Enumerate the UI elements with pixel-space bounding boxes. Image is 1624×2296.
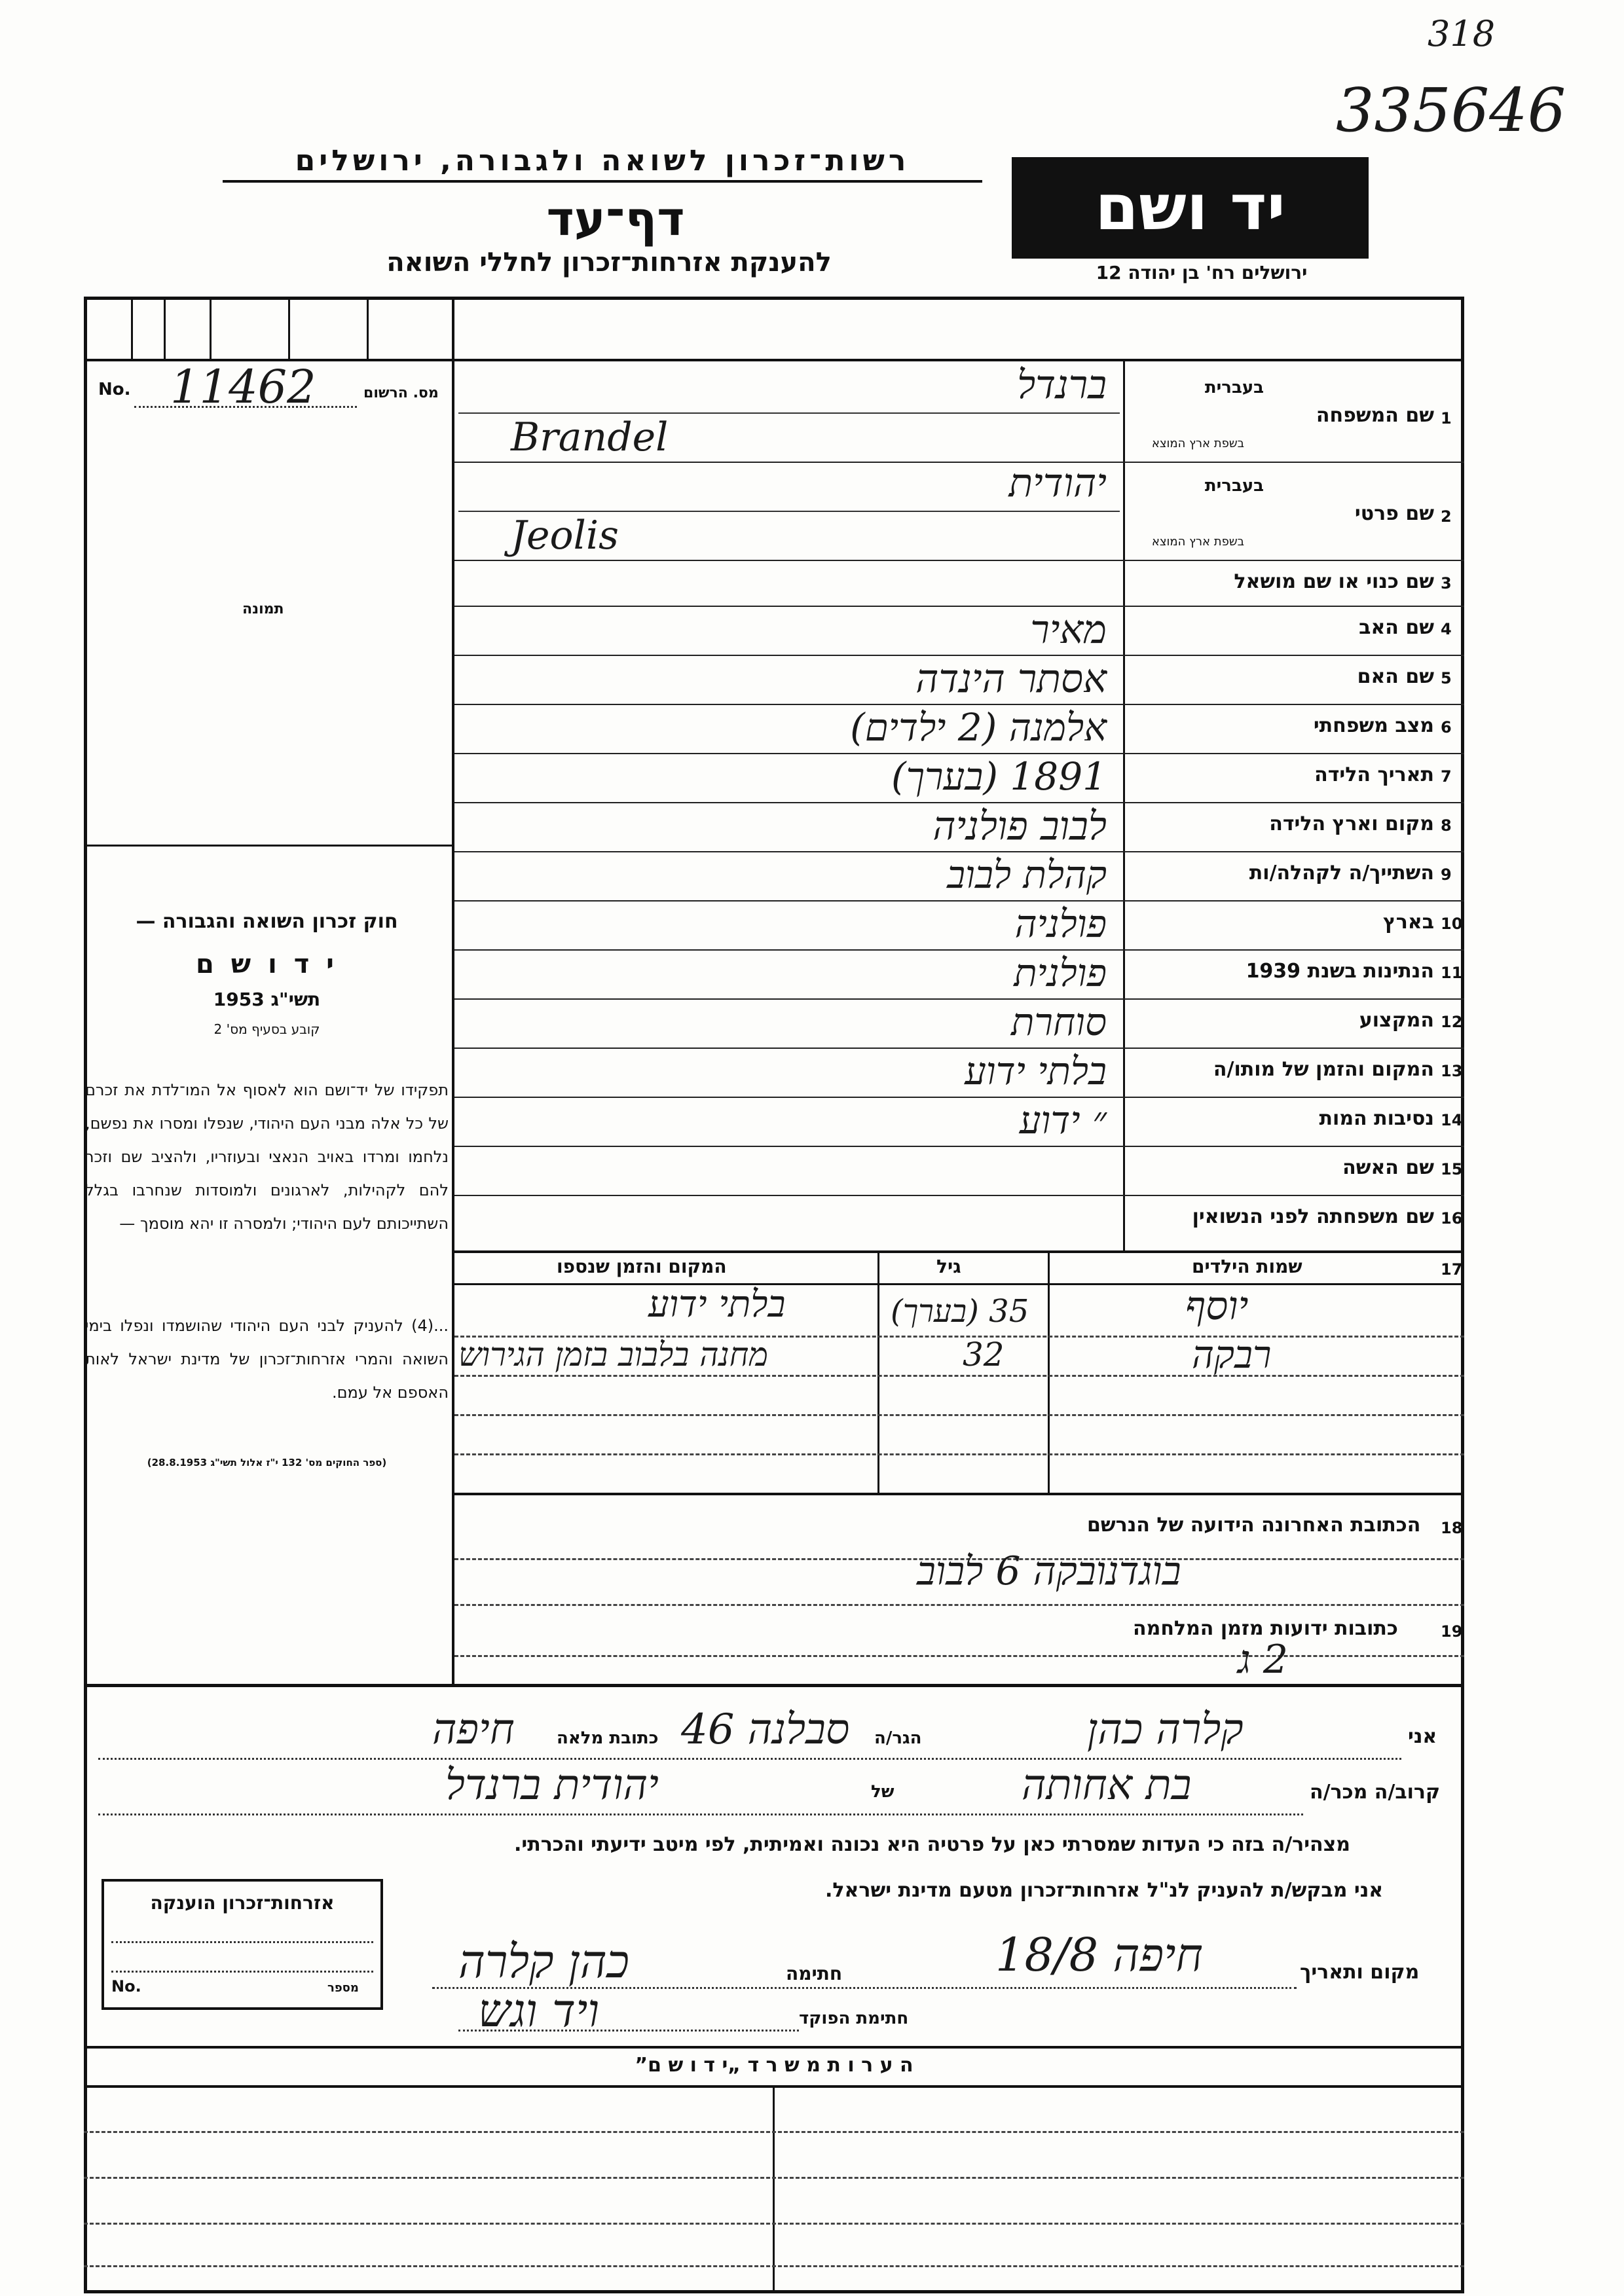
field-5-value: אסתר הינדה [915,656,1107,702]
child-1-name: יוסף [1185,1283,1249,1329]
field-row-divider [454,949,1464,951]
law-year: תשי"ג 1953 [213,989,321,1010]
child-2-place: מחנה בלבוב בזמן הגירוש [458,1336,769,1374]
field-9-value: קהלת לבוב [947,852,1107,897]
field-4-label: שם האב [1359,616,1434,639]
full-address-label: כתובת מלאה [557,1728,659,1748]
field-8-label: מקום וארץ הלידה [1269,812,1434,835]
field-7-label: תאריך הלידה [1314,763,1434,786]
declarant-name: קלרה כהן [1087,1705,1244,1754]
yad-vashem-logo: יד ושם [1012,157,1369,259]
field-row-divider [454,462,1464,463]
field-row-divider [454,1146,1464,1147]
request-text: אני מבקש/ת להעניק לנ"ל אזרחות־זכרון מטעם מדינת ישראל. [825,1879,1384,1902]
field-8-number: 8 [1441,816,1452,835]
photo-placeholder-label: תמונה [242,601,284,617]
declaration-text: מצהיר/ה בזה כי העדות שמסרתי כאן על פרטיה היא נכונה ואמיתית, לפי מיטב ידיעתי והכרתי. [514,1833,1350,1856]
field-4-value: מאיר [1030,607,1107,653]
field-1-value: ברנדל [1017,362,1107,408]
law-footnote: (ספר החוקים מס' 132 י"ז אלול תשי"ג 28.8.1953) [147,1457,387,1468]
declarant-relation: בת אחותה [1022,1761,1192,1810]
field-row-divider [454,1048,1464,1049]
field-16-label: שם משפחתה לפני הנשואין [1192,1205,1434,1228]
field-5-number: 5 [1441,669,1452,687]
registration-number: 11462 [170,360,316,414]
logo-address: ירושלים רח' בן יהודה 12 [1096,262,1308,283]
declarant-address: סבלנה 46 [681,1705,850,1754]
field-3-number: 3 [1441,574,1452,592]
child-1-place: בלתי ידוע [648,1283,786,1326]
field-2-value: יהודית [1008,460,1107,506]
field-row-divider [454,1097,1464,1098]
law-name: י ד ו ש ם [196,949,338,979]
organization-line: רשות־זכרון לשואה ולגבורה, ירושלים [223,144,982,183]
place-date-value: חיפה 18/8 [995,1928,1203,1982]
field-14-number: 14 [1441,1111,1463,1129]
field-1-value-latin: Brandel [511,414,669,460]
field-1-number: 1 [1441,409,1452,428]
office-notes-title: ה ע ר ו ת מ ש ר ד „י ד ו ש ם” [635,2054,913,2077]
citizenship-number-label: מספר [327,1981,359,1995]
field-row-divider [454,606,1464,607]
field-14-label: נסיבות המות [1319,1107,1434,1130]
relation-label: קרוב/ה מכר/ה [1310,1781,1441,1804]
child-2-age: 32 [963,1336,1005,1374]
field-6-value: אלמנה (2 ילדים) [850,705,1107,750]
field-sub-divider [458,511,1120,512]
field-12-number: 12 [1441,1013,1463,1031]
signature-label: חתימה [786,1963,843,1984]
form-subtitle: להענקת אזרחות־זכרון לחללי השואה [386,247,832,278]
of-name: יהודית ברנדל [445,1761,659,1810]
field-13-label: המקום והזמן של מותו/ה [1213,1058,1434,1081]
field-2-sub-top: בעברית [1204,476,1264,496]
children-names-header: שמות הילדים [1192,1256,1302,1277]
field-16-number: 16 [1441,1209,1463,1228]
form-title: דף־עד [546,191,685,246]
field-5-label: שם האם [1357,665,1434,688]
field-row-divider [454,900,1464,902]
field-15-number: 15 [1441,1160,1463,1178]
field-2-value-latin: Jeolis [511,513,619,558]
officer-signature: ויד וגש [478,1984,600,2037]
law-heading: חוק זכרון השואה והגבורה — [136,910,398,933]
field-13-number: 13 [1441,1062,1463,1080]
field-11-label: הנתינות בשנת 1939 [1246,960,1434,983]
declarant-address-label: הגר/ה [874,1728,922,1748]
field-14-value: ״ ידוע [1019,1098,1107,1142]
of-label: של [871,1782,895,1802]
field-10-number: 10 [1441,915,1463,933]
field-row-divider [454,1195,1464,1196]
field-19-number: 19 [1441,1622,1463,1641]
children-place-header: המקום והזמן שנספו [557,1256,727,1277]
top-page-number: 318 [1428,13,1496,54]
field-7-value: 1891 (בערך) [891,754,1107,799]
declarant-signature: כהן קלרה [458,1935,629,1988]
field-3-label: שם כנוי או שם מושאל [1234,570,1434,593]
field-2-sub-bottom: בשפת ארץ המוצא [1151,535,1244,549]
declarant-city: חיפה [432,1705,515,1754]
law-clause-4: ...(4) להעניק לבני העם היהודי שהושמדו ונפלו בימי השואה והמרי אזרחות־זכרון של מדינת ישראל לאות האספם אל עמם. [85,1317,449,1402]
child-1-age: 35 (בערך) [891,1293,1029,1330]
field-10-value: פולניה [1014,902,1107,946]
law-clause: קובע בסעיף מס' 2 [213,1021,320,1037]
field-1-sub-top: בעברית [1204,378,1264,397]
war-address-label: כתובות ידועות מזמן המלחמה [1133,1617,1398,1640]
declarant-ani-label: אני [1408,1725,1437,1748]
citizenship-box-title: אזרחות־זכרון הוענקה [150,1892,335,1914]
citizenship-no-label: No. [111,1977,141,1995]
registration-no-label: No. [98,380,131,399]
registration-label: מס. הרשום [363,385,439,401]
field-9-number: 9 [1441,866,1452,884]
archive-number: 335646 [1336,75,1566,145]
field-15-label: שם האשה [1342,1156,1434,1179]
place-date-label: מקום ותאריך [1300,1961,1420,1984]
children-age-header: גיל [936,1256,961,1277]
field-6-label: מצב משפחתי [1313,714,1434,737]
field-7-number: 7 [1441,767,1452,786]
field-10-label: בארץ [1382,911,1434,934]
field-17-number: 17 [1441,1260,1463,1279]
field-13-value: בלתי ידוע [965,1049,1107,1093]
field-12-value: סוחרת [1010,1000,1107,1044]
last-address-value: בוגדנובקה 6 לבוב [917,1548,1181,1594]
law-paragraph: תפקידו של יד־ושם הוא לאסוף אל המו־לדת את זכרם של כל אלה מבני העם היהודי, שנפלו ומסרו את נפשם, נלחמו ומרדו באויב הנאצי ובעוזריו, ולהציב שם וזכר להם לקהילות, לארגונים ולמוסדות שנחרבו בגלל השתייכותם לעם היהודי; ולמסרה זו יהא מוסמך — [85,1081,449,1233]
last-address-label: הכתובת האחרונה הידועה של הנרשם [1087,1514,1421,1537]
officer-signature-label: חתימת הפוקד [799,2009,909,2028]
field-2-number: 2 [1441,507,1452,526]
field-row-divider [454,998,1464,1000]
field-6-number: 6 [1441,718,1452,737]
field-1-label: שם המשפחה [1316,404,1434,427]
field-9-label: השתייך/ה לקהלה/ות [1249,862,1434,884]
field-12-label: המקצוע [1359,1009,1434,1032]
war-address-value: 2 ג [1238,1637,1289,1683]
field-sub-divider [458,412,1120,414]
field-row-divider [454,560,1464,561]
field-4-number: 4 [1441,620,1452,638]
field-1-sub-bottom: בשפת ארץ המוצא [1151,437,1244,450]
field-11-value: פולנית [1014,951,1107,995]
field-2-label: שם פרטי [1354,502,1434,525]
field-18-number: 18 [1441,1519,1463,1537]
field-11-number: 11 [1441,964,1463,982]
child-2-name: רבקה [1192,1332,1272,1377]
field-8-value: לבוב פולניה [932,803,1107,849]
